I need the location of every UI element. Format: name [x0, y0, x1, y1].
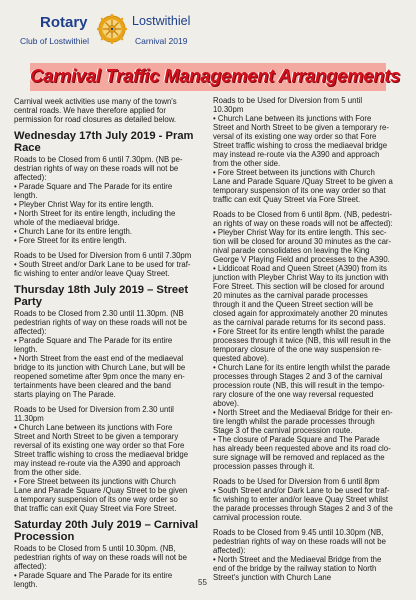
- saturday-evening-closures: Roads to be Closed from 6 until 8pm. (NB, pedestri- an rights of way on these roads will not be affected): • Pleyber Christ Way for its entire length. This sec- tion will be closed for around 30 minutes as the car- nival parade consolidates on leaving the King George V Playing Field and processes to the A390. • Liddicoat Road and Queen Street (A390) from its junction with Pleyber Christ Way to its junction with Fore Street. This section will be closed for around 20 minutes as the carnival parade processes through it and the Queen Street section will be closed again for approximately another 20 minutes as the carnival parade returns for its second pass. • Fore Street for its entire length whilst the parade processes through it twice (NB, this will result in the temporary closure of the one way suspension re- quested above). • Church Lane for its entire length whilst the parade processes through Stages 2 and 3 of the carnival procession route (NB, this will result in the tempo- rary closure of the one way reversal requested above). • North Street and the Mediaeval Bridge for their en- tire length whilst the parade processes through Stage 3 of the carnival procession route. • The closure of Parade Square and The Parade has already been requested above and its road clo- sure signage will be removed and replaced as the procession passes through it.: [213, 210, 393, 471]
- intro-paragraph: Carnival week activities use many of the town's central roads. We have therefore applied for permission for road closures as detailed below.: [14, 97, 177, 124]
- rotary-wheel-icon: [97, 14, 127, 44]
- saturday-evening-diversion: Roads to be Used for Diversion from 6 until 8pm • South Street and/or Dark Lane to be used for traf- fic wishing to enter and/or leave Quay Street whilst the parade processes through Stages 2 and 3 of the carnival procession route.: [213, 477, 393, 522]
- right-column: [213, 96, 409, 588]
- left-column: [14, 97, 208, 595]
- rotary-header: [14, 10, 224, 58]
- wednesday-closures: Roads to be Closed from 6 until 7.30pm. (NB pe- destrian rights of way on these roads will not be affected): • Parade Square and The Parade for its entire length. • Pleyber Christ Way for its entire length. • North Street for its entire length, including the whole of the mediaeval bridge. • Church Lane for its entire length. • Fore Street for its entire length.: [14, 155, 183, 245]
- page-number: 55: [198, 578, 207, 587]
- club-name: Club of Lostwithiel: [20, 36, 89, 46]
- saturday-diversion: Roads to be Used for Diversion from 5 until 10.30pm • Church Lane between its junctions with Fore Street and North Street to be given a temporary re- versal of its existing one way order so that Fore Street traffic wishing to cross the mediaeval bridge may instead re-route via the A390 and approach from the other side. • Fore Street between its junctions with Church Lane and Parade Square /Quay Street to be given a temporary suspension of its one way order so that traffic can exit Quay Street via Fore Street.: [213, 96, 393, 204]
- thursday-heading: Thursday 18th July 2019 – Street Party: [14, 284, 189, 308]
- wednesday-heading: Wednesday 17th July 2019 - Pram Race: [14, 130, 194, 154]
- saturday-late-closures: Roads to be Closed from 9.45 until 10.30pm (NB, pedestrian rights of way on these roads will not be affected): • North Street and the Mediaeval Bridge from the end of the bridge by the railway station to North Street's junction with Church Lane: [213, 528, 386, 582]
- title-banner: [30, 63, 401, 91]
- thursday-diversion: Roads to be Used for Diversion from 2.30 until 11.30pm • Church Lane between its junctions with Fore Street and North Street to be given a temporary reversal of its existing one way order so that Fore Street traffic wishing to cross the mediaeval bridge may instead re-route via the A390 and approach from the other side. • Fore Street between its junctions with Church Lane and Parade Square /Quay Street to be given a temporary suspension of its one way order so that traffic can exit Quay Street via Fore Street.: [14, 405, 189, 513]
- thursday-closures: Roads to be Closed from 2.30 until 11.30pm. (NB pedestrian rights of way on these roads will not be affected): • Parade Square and The Parade for its entire length. • North Street from the east end of the mediaeval bridge to its junction with Church Lane, but will be reopened sometime after 9pm once the many en- tertainments have been cleared and the band starts playing on The Parade.: [14, 309, 187, 399]
- carnival-year: Carnival 2019: [135, 36, 188, 46]
- rotary-wordmark: Rotary: [40, 14, 88, 31]
- page-title: Carnival Traffic Management Arrangements: [30, 65, 401, 86]
- wednesday-diversion: Roads to be Used for Diversion from 6 until 7.30pm • South Street and/or Dark Lane to be used for traf- fic wishing to enter and/or leave Quay Street.: [14, 251, 192, 278]
- saturday-closures: Roads to be Closed from 5 until 10.30pm. (NB, pedestrian rights of way on these roads will not be affected): • Parade Square and The Parade for its entire length.: [14, 544, 187, 589]
- town-name: Lostwithiel: [132, 14, 191, 28]
- saturday-heading: Saturday 20th July 2019 – Carnival Procession: [14, 519, 199, 543]
